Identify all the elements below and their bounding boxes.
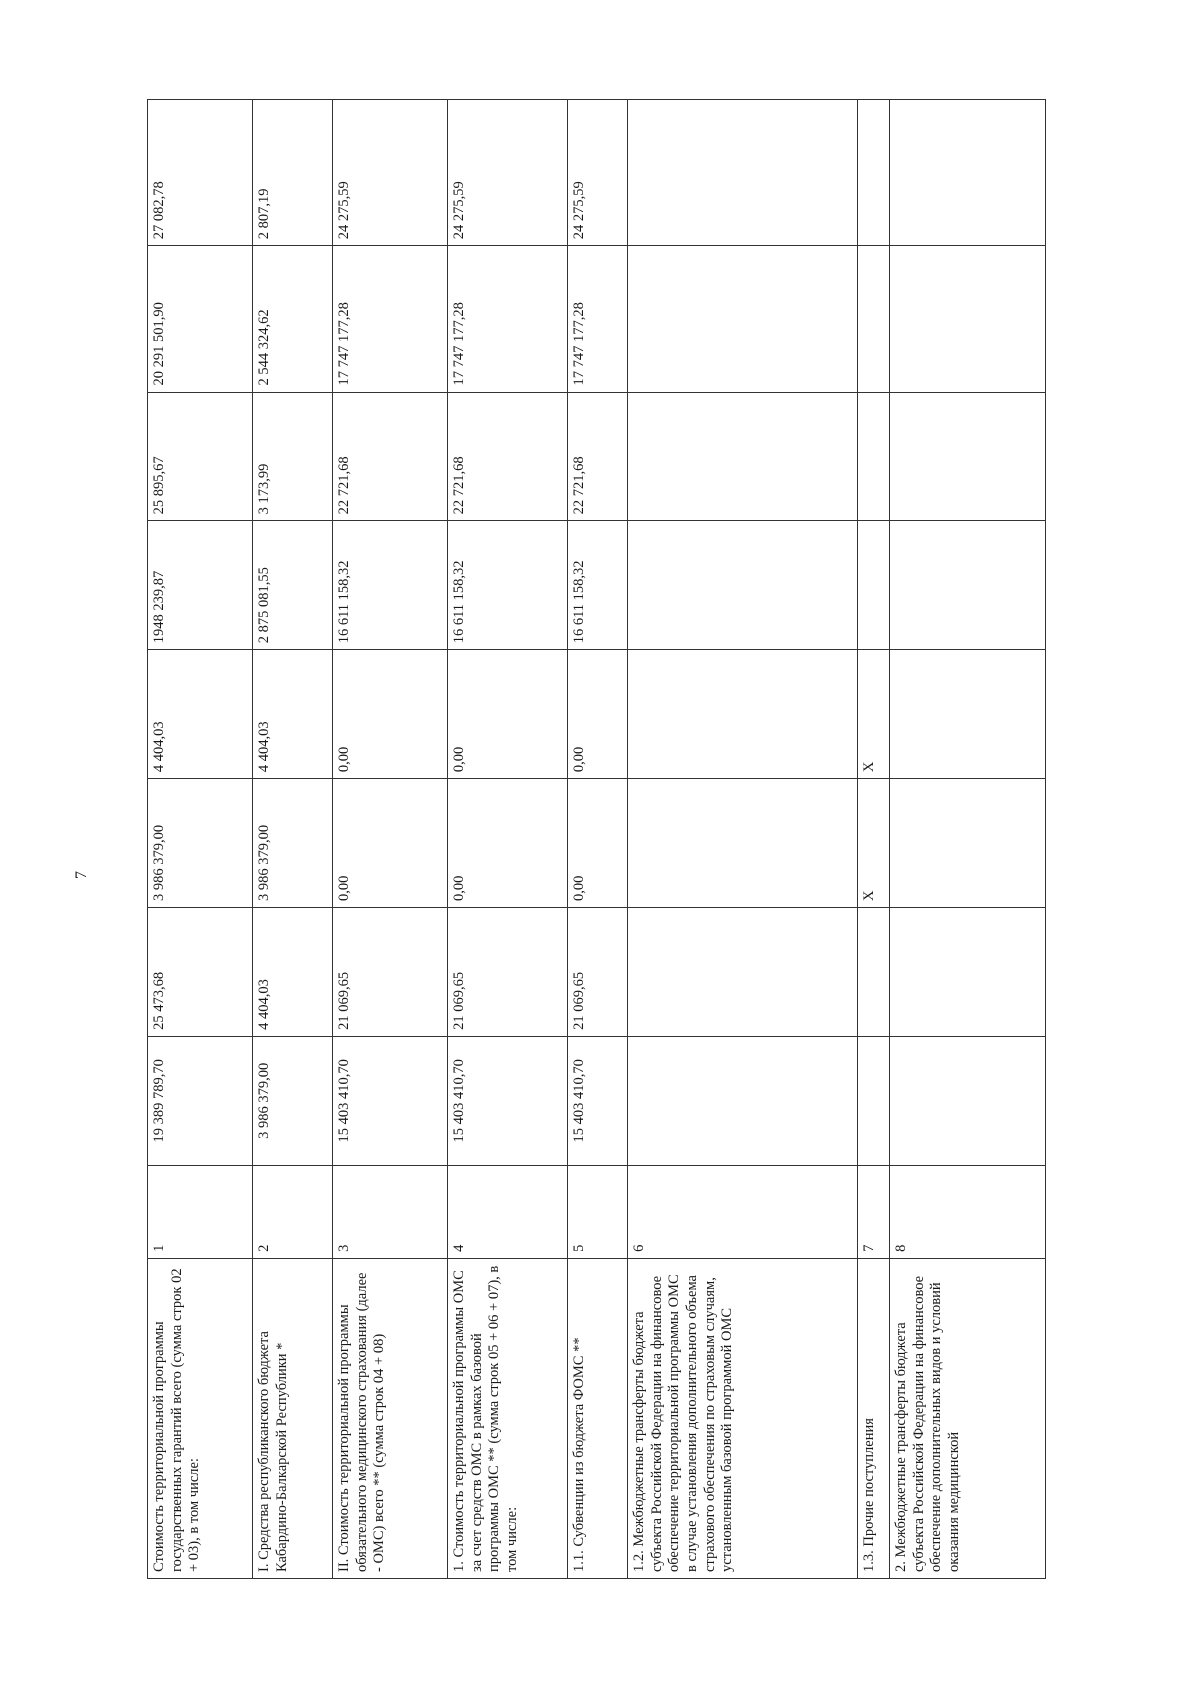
row-value-cell (628, 779, 858, 908)
row-number: 5 (568, 1165, 628, 1258)
row-value-cell: 21 069,65 (448, 908, 568, 1037)
row-value-cell (858, 1036, 890, 1165)
row-value-cell (628, 100, 858, 246)
row-value-cell (890, 392, 1046, 521)
table-rotated-inner (147, 99, 1045, 1579)
row-value-cell: 0,00 (333, 779, 448, 908)
row-number: 3 (333, 1165, 448, 1258)
table-row (148, 100, 253, 1579)
row-label: 2. Межбюджетные трансферты бюджета субъекта Российской Федерации на финансовое обеспечение дополнительных видов и условий оказания медицинской (890, 1258, 1046, 1578)
row-value-cell (628, 521, 858, 650)
row-value-cell: 3 986 379,00 (253, 1036, 333, 1165)
row-number: 7 (858, 1165, 890, 1258)
table-row (253, 100, 333, 1579)
row-value-cell: 16 611 158,32 (448, 521, 568, 650)
row-value-cell (628, 908, 858, 1037)
row-value-cell: 24 275,59 (448, 100, 568, 246)
row-value-cell: 22 721,68 (568, 392, 628, 521)
row-value-cell (858, 392, 890, 521)
row-label: Стоимость территориальной программы государственных гарантий всего (сумма строк 02 + 03), в том числе: (148, 1258, 253, 1578)
table-row (448, 100, 568, 1579)
row-value-cell (858, 100, 890, 246)
row-value-cell: 4 404,03 (148, 650, 253, 779)
row-value-cell: 24 275,59 (333, 100, 448, 246)
table-rotated-container (147, 99, 1045, 1579)
row-value-cell: 24 275,59 (568, 100, 628, 246)
row-value-cell (628, 1036, 858, 1165)
row-value-cell: 22 721,68 (448, 392, 568, 521)
row-value-cell: 3 986 379,00 (148, 779, 253, 908)
row-value-cell: 0,00 (568, 779, 628, 908)
row-number: 8 (890, 1165, 1046, 1258)
table-row (568, 100, 628, 1579)
row-value-cell (890, 521, 1046, 650)
row-label: 1. Стоимость территориальной программы ОМС за счет средств ОМС в рамках базовой программы ОМС ** (сумма строк 05 + 06 + 07), в том числе: (448, 1258, 568, 1578)
row-value-cell (628, 650, 858, 779)
row-value-cell: X (858, 650, 890, 779)
row-value-cell (890, 100, 1046, 246)
row-value-cell: 17 747 177,28 (568, 246, 628, 392)
row-value-cell (858, 246, 890, 392)
row-value-cell: 16 611 158,32 (568, 521, 628, 650)
row-value-cell: X (858, 779, 890, 908)
row-value-cell: 0,00 (333, 650, 448, 779)
row-label: 1.3. Прочие поступления (858, 1258, 890, 1578)
row-value-cell: 25 895,67 (148, 392, 253, 521)
budget-table-body (148, 100, 1046, 1579)
row-value-cell (858, 908, 890, 1037)
row-number: 6 (628, 1165, 858, 1258)
row-value-cell: 0,00 (448, 779, 568, 908)
row-number: 2 (253, 1165, 333, 1258)
row-value-cell (890, 1036, 1046, 1165)
row-label: 1.2. Межбюджетные трансферты бюджета субъекта Российской Федерации на финансовое обеспечение территориальной программы ОМС в случае установления дополнительного объема страхового обеспечения по страховым случаям, установленным базовой программой ОМС (628, 1258, 858, 1578)
page-number: 7 (73, 871, 90, 879)
row-value-cell: 1948 239,87 (148, 521, 253, 650)
row-value-cell (890, 246, 1046, 392)
row-value-cell: 17 747 177,28 (448, 246, 568, 392)
row-label: II. Стоимость территориальной программы обязательного медицинского страхования (далее - ОМС) всего ** (сумма строк 04 + 08) (333, 1258, 448, 1578)
table-row (333, 100, 448, 1579)
row-value-cell: 22 721,68 (333, 392, 448, 521)
row-value-cell: 15 403 410,70 (568, 1036, 628, 1165)
table-row (858, 100, 890, 1579)
row-value-cell: 0,00 (568, 650, 628, 779)
row-value-cell (628, 392, 858, 521)
row-value-cell: 3 986 379,00 (253, 779, 333, 908)
row-value-cell: 27 082,78 (148, 100, 253, 246)
row-value-cell: 20 291 501,90 (148, 246, 253, 392)
row-value-cell: 15 403 410,70 (448, 1036, 568, 1165)
row-label: 1.1. Субвенции из бюджета ФОМС ** (568, 1258, 628, 1578)
row-value-cell: 19 389 789,70 (148, 1036, 253, 1165)
row-value-cell (890, 779, 1046, 908)
table-row (890, 100, 1046, 1579)
row-value-cell: 25 473,68 (148, 908, 253, 1037)
row-value-cell: 16 611 158,32 (333, 521, 448, 650)
row-number: 4 (448, 1165, 568, 1258)
row-value-cell: 4 404,03 (253, 908, 333, 1037)
row-value-cell: 15 403 410,70 (333, 1036, 448, 1165)
row-value-cell: 2 544 324,62 (253, 246, 333, 392)
table-row (628, 100, 858, 1579)
row-value-cell: 0,00 (448, 650, 568, 779)
row-value-cell (890, 650, 1046, 779)
row-value-cell (890, 908, 1046, 1037)
row-value-cell: 2 807,19 (253, 100, 333, 246)
budget-table (147, 99, 1046, 1579)
row-value-cell: 3 173,99 (253, 392, 333, 521)
row-label: I. Средства республиканского бюджета Кабардино-Балкарской Республики * (253, 1258, 333, 1578)
row-value-cell: 4 404,03 (253, 650, 333, 779)
row-value-cell (628, 246, 858, 392)
row-value-cell: 21 069,65 (568, 908, 628, 1037)
row-value-cell (858, 521, 890, 650)
row-number: 1 (148, 1165, 253, 1258)
row-value-cell: 2 875 081,55 (253, 521, 333, 650)
row-value-cell: 17 747 177,28 (333, 246, 448, 392)
row-value-cell: 21 069,65 (333, 908, 448, 1037)
